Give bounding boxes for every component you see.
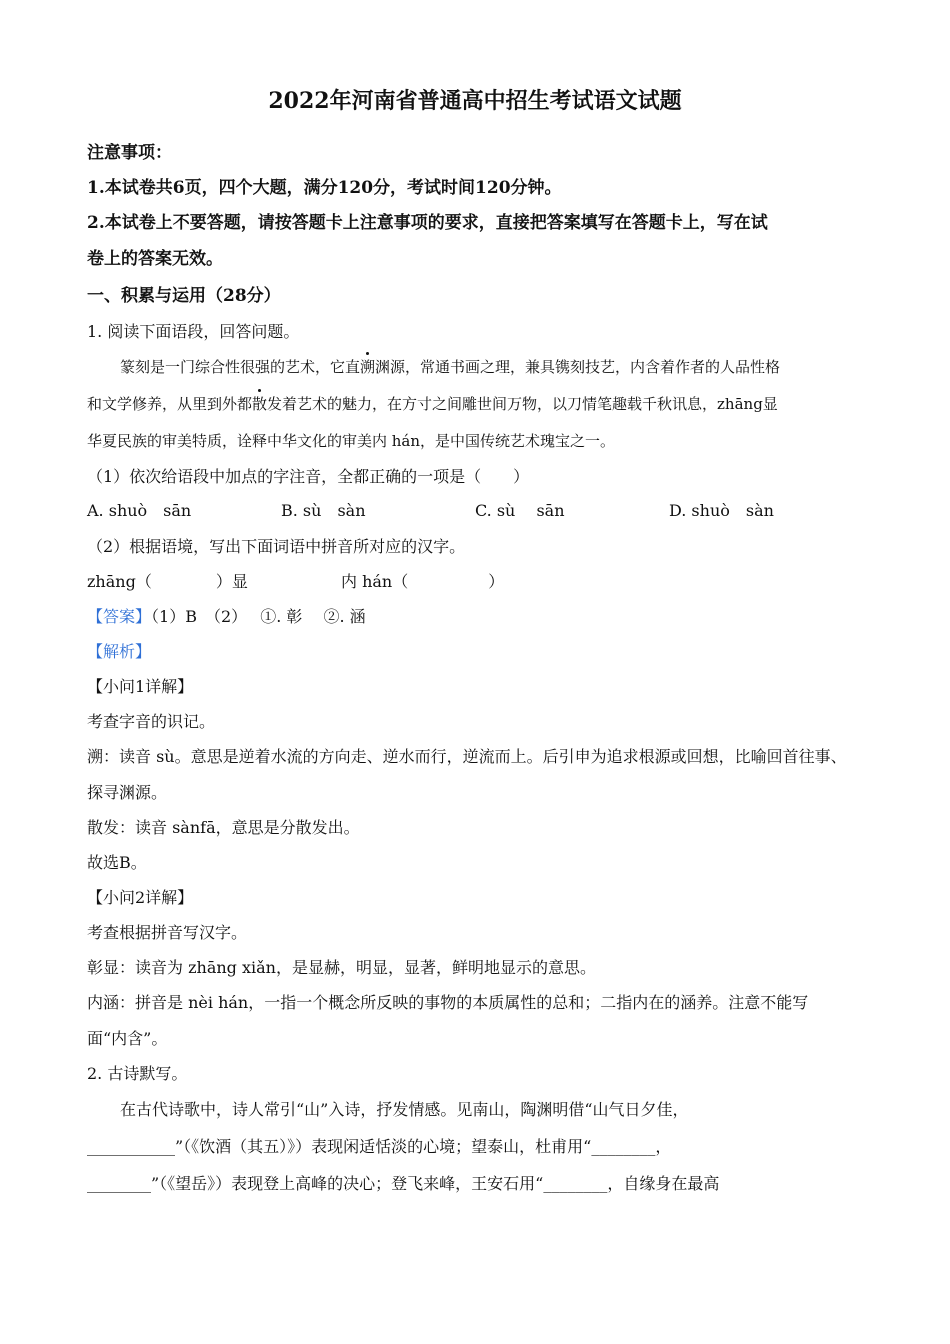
dotted-char: 散	[252, 395, 268, 413]
passage-line-3: 华夏民族的审美特质，诠释中华文化的审美内 hán，是中国传统艺术瑰宝之一。	[87, 432, 616, 450]
dotted-char: 溯	[360, 358, 376, 376]
detail-1-line-5: 故选B。	[87, 853, 147, 872]
detail-2-line-3: 内涵：拼音是 nèi hán，一指一个概念所反映的事物的本质属性的总和；二指内在的涵养。注意不能写	[87, 993, 809, 1012]
sub-question-2: （2）根据语境，写出下面词语中拼音所对应的汉字。	[87, 537, 466, 556]
question-2-line-2: ___________”（《饮酒（其五）》）表现闲适恬淡的心境；望泰山，杜甫用“________，	[87, 1137, 672, 1156]
fill-blank-1: zhāng（ ）显	[87, 572, 248, 591]
passage-text: 和文学修养，从里到外都	[87, 395, 253, 413]
option-a: A. shuò sān	[87, 501, 192, 520]
detail-1-line-2: 溯：读音 sù。意思是逆着水流的方向走、逆水而行，逆流而上。后引申为追求根源或回想，比喻回首往事、	[87, 747, 847, 766]
detail-2-line-4: 面“内含”。	[87, 1029, 168, 1048]
detail-1-heading: 【小问1详解】	[87, 677, 194, 696]
notice-item-2-line-1: 2.本试卷上不要答题，请按答题卡上注意事项的要求，直接把答案填写在答题卡上，写在试	[87, 213, 768, 233]
question-2-line-1: 在古代诗歌中，诗人常引“山”入诗，抒发情感。见南山，陶渊明借“山气日夕佳，	[120, 1100, 689, 1119]
passage-line-2	[87, 393, 870, 415]
question-2-line-3: ________”（《望岳》）表现登上高峰的决心；登飞来峰，王安石用“________，自缘身在最高	[87, 1174, 720, 1193]
notice-heading: 注意事项：	[87, 143, 172, 163]
detail-2-heading: 【小问2详解】	[87, 888, 194, 907]
section-heading: 一、积累与运用（28分）	[87, 286, 281, 306]
detail-1-line-4: 散发：读音 sànfā，意思是分散发出。	[87, 818, 360, 837]
detail-2-line-1: 考查根据拼音写汉字。	[87, 923, 248, 942]
option-c: C. sù sān	[475, 501, 565, 520]
passage-line-1	[120, 356, 870, 378]
notice-item-2-line-2: 卷上的答案无效。	[87, 249, 223, 269]
sub-question-1: （1）依次给语段中加点的字注音，全都正确的一项是（ ）	[87, 467, 530, 486]
answer-line	[87, 606, 870, 628]
passage-text: 篆刻是一门综合性很强的艺术，它直	[120, 358, 361, 376]
answer-text: （1）B （2） ①. 彰 ②. 涵	[151, 607, 366, 626]
fill-blank-2: 内 hán（ ）	[341, 572, 505, 591]
option-b: B. sù sàn	[281, 501, 366, 520]
analysis-tag: 【解析】	[87, 642, 152, 661]
detail-1-line-3: 探寻渊源。	[87, 783, 168, 802]
page-title: 2022年河南省普通高中招生考试语文试题	[268, 88, 682, 114]
question-1-stem: 1. 阅读下面语段，回答问题。	[87, 322, 300, 341]
question-2-stem: 2. 古诗默写。	[87, 1064, 188, 1083]
option-d: D. shuò sàn	[669, 501, 774, 520]
notice-item-1: 1.本试卷共6页，四个大题，满分120分，考试时间120分钟。	[87, 178, 562, 198]
passage-text: 发着艺术的魅力，在方寸之间雕世间万物，以刀情笔趣载千秋讯息，zhāng显	[267, 395, 778, 413]
passage-text: 渊源，常通书画之理，兼具镌刻技艺，内含着作者的人品性格	[375, 358, 781, 376]
detail-2-line-2: 彰显：读音为 zhāng xiǎn，是显赫，明显，显著，鲜明地显示的意思。	[87, 958, 596, 977]
answer-tag: 【答案】	[87, 607, 152, 626]
detail-1-line-1: 考查字音的识记。	[87, 712, 216, 731]
